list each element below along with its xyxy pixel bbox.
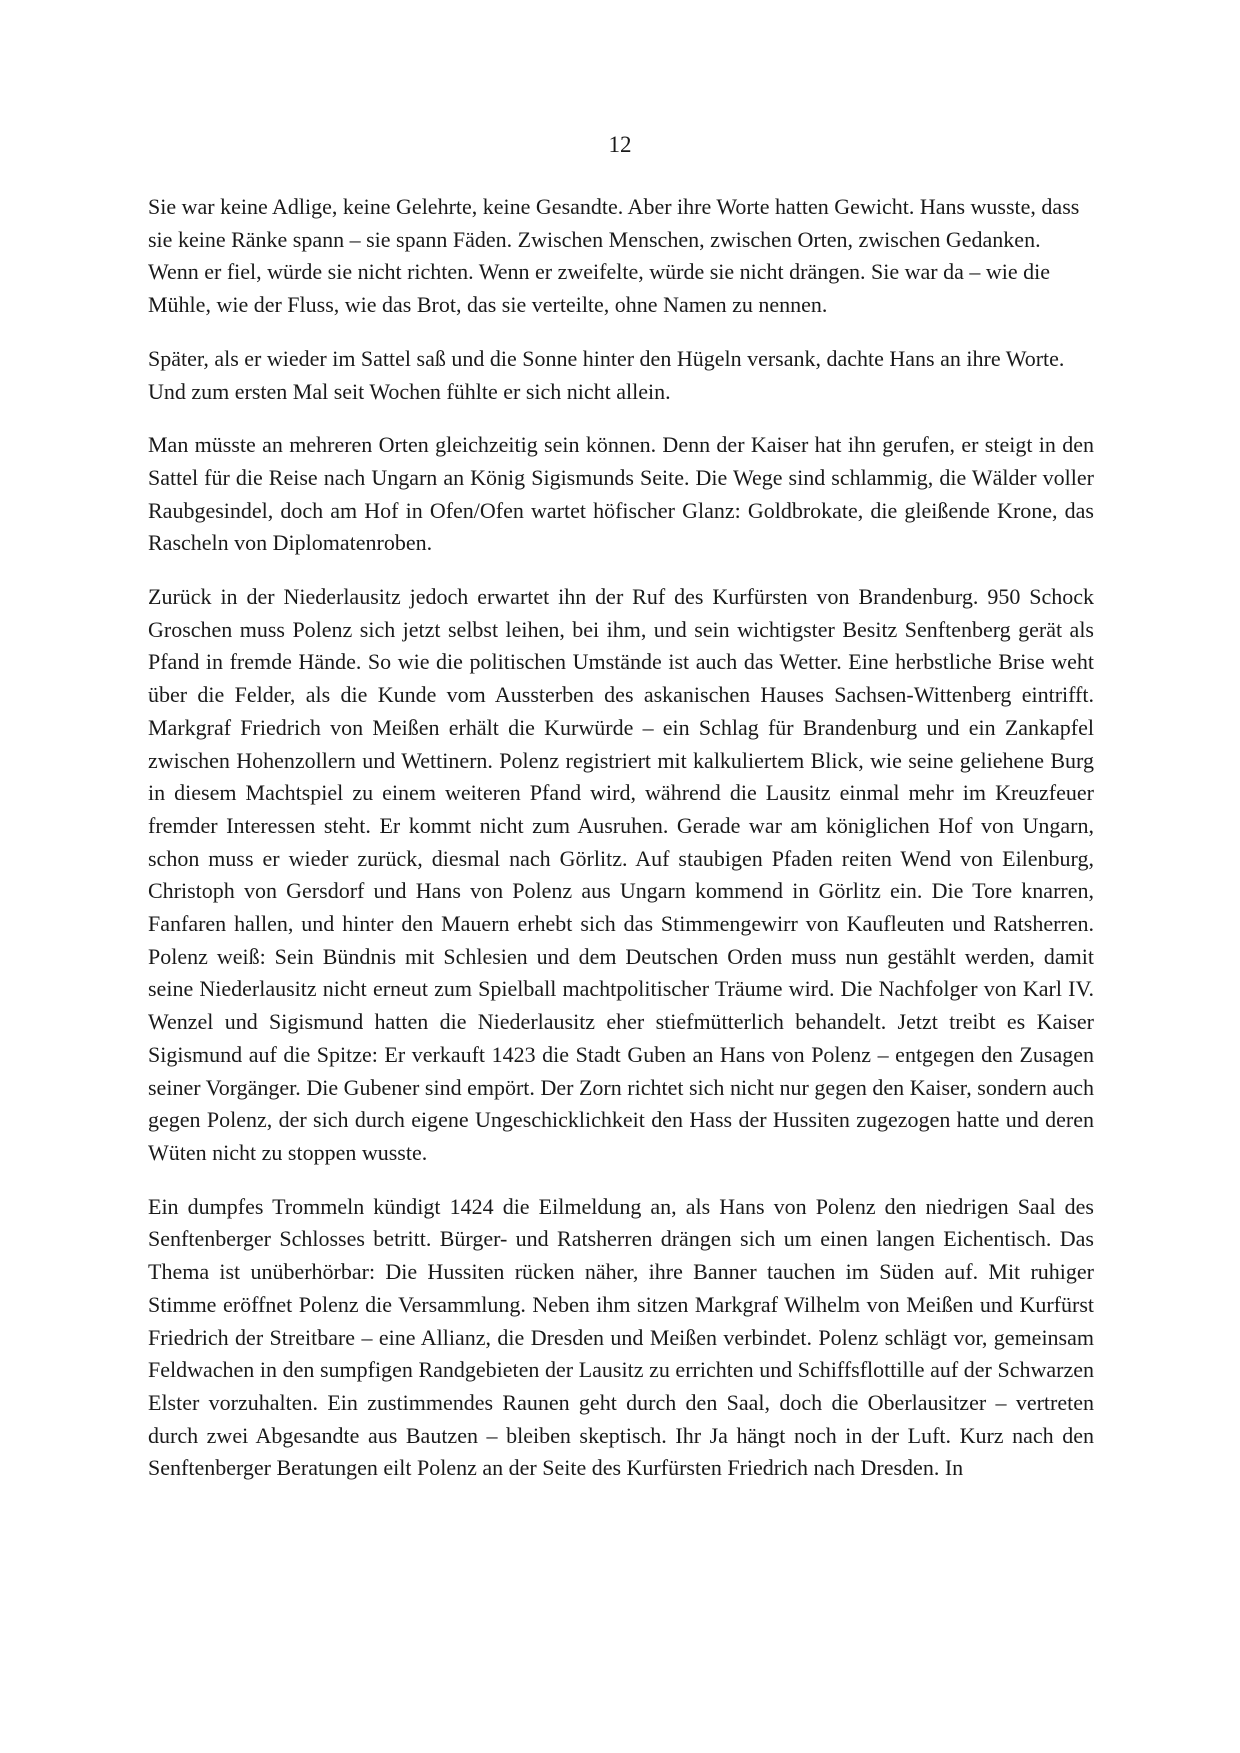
paragraph-4: Zurück in der Niederlausitz jedoch erwartet ihn der Ruf des Kurfürsten von Brandenburg. 950 Schock Groschen muss Polenz sich jetzt selbst leihen, bei ihm, und sein wichtigster Besitz Senftenberg gerät als Pfand in fremde Hände. So wie die politischen Umstände ist auch das Wetter. Eine herbstliche Brise weht über die Felder, als die Kunde vom Aussterben des askanischen Hauses Sachsen-Wittenberg eintrifft. Markgraf Friedrich von Meißen erhält die Kurwürde – ein Schlag für Brandenburg und ein Zankapfel zwischen Hohenzollern und Wettinern. Polenz registriert mit kalkuliertem Blick, wie seine geliehene Burg in diesem Machtspiel zu einem weiteren Pfand wird, während die Lausitz einmal mehr im Kreuzfeuer fremder Interessen steht. Er kommt nicht zum Ausruhen. Gerade war am königlichen Hof von Ungarn, schon muss er wieder zurück, diesmal nach Görlitz. Auf staubigen Pfaden reiten Wend von Eilenburg, Christoph von Gersdorf und Hans von Polenz aus Ungarn kommend in Görlitz ein. Die Tore knarren, Fanfaren hallen, und hinter den Mauern erhebt sich das Stimmengewirr von Kaufleuten und Ratsherren. Polenz weiß: Sein Bündnis mit Schlesien und dem Deutschen Orden muss nun gestählt werden, damit seine Niederlausitz nicht erneut zum Spielball machtpolitischer Träume wird. Die Nachfolger von Karl IV. Wenzel und Sigismund hatten die Niederlausitz eher stiefmütterlich behandelt. Jetzt treibt es Kaiser Sigismund auf die Spitze: Er verkauft 1423 die Stadt Guben an Hans von Polenz – entgegen den Zusagen seiner Vorgänger. Die Gubener sind empört. Der Zorn richtet sich nicht nur gegen den Kaiser, sondern auch gegen Polenz, der sich durch eigene Ungeschicklichkeit den Hass der Hussiten zugezogen hatte und deren Wüten nicht zu stoppen wusste. (148, 584, 1094, 1165)
document-body (148, 191, 1094, 1506)
paragraph-3: Man müsste an mehreren Orten gleichzeitig sein können. Denn der Kaiser hat ihn gerufen, er steigt in den Sattel für die Reise nach Ungarn an König Sigismunds Seite. Die Wege sind schlammig, die Wälder voller Raubgesindel, doch am Hof in Ofen/Ofen wartet höfischer Glanz: Goldbrokate, die gleißende Krone, das Rascheln von Diplomatenroben. (148, 432, 1094, 556)
page-number: 12 (608, 132, 632, 157)
paragraph-5: Ein dumpfes Trommeln kündigt 1424 die Eilmeldung an, als Hans von Polenz den niedrigen Saal des Senftenberger Schlosses betritt. Bürger- und Ratsherren drängen sich um einen langen Eichentisch. Das Thema ist unüberhörbar: Die Hussiten rücken näher, ihre Banner tauchen im Süden auf. Mit ruhiger Stimme eröffnet Polenz die Versammlung. Neben ihm sitzen Markgraf Wilhelm von Meißen und Kurfürst Friedrich der Streitbare – eine Allianz, die Dresden und Meißen verbindet. Polenz schlägt vor, gemeinsam Feldwachen in den sumpfigen Randgebieten der Lausitz zu errichten und Schiffsflottille auf der Schwarzen Elster vorzuhalten. Ein zustimmendes Raunen geht durch den Saal, doch die Oberlausitzer – vertreten durch zwei Abgesandte aus Bautzen – bleiben skeptisch. Ihr Ja hängt noch in der Luft. Kurz nach den Senftenberger Beratungen eilt Polenz an der Seite des Kurfürsten Friedrich nach Dresden. In (148, 1193, 1094, 1481)
paragraph-2: Später, als er wieder im Sattel saß und die Sonne hinter den Hügeln versank, dachte Hans an ihre Worte. Und zum ersten Mal seit Wochen fühlte er sich nicht allein. (148, 345, 1065, 404)
paragraph-1: Sie war keine Adlige, keine Gelehrte, keine Gesandte. Aber ihre Worte hatten Gewicht. Hans wusste, dass sie keine Ränke spann – sie spann Fäden. Zwischen Menschen, zwischen Orten, zwischen Gedanken. Wenn er fiel, würde sie nicht richten. Wenn er zweifelte, würde sie nicht drängen. Sie war da – wie die Mühle, wie der Fluss, wie das Brot, das sie verteilte, ohne Namen zu nennen. (148, 194, 1080, 318)
